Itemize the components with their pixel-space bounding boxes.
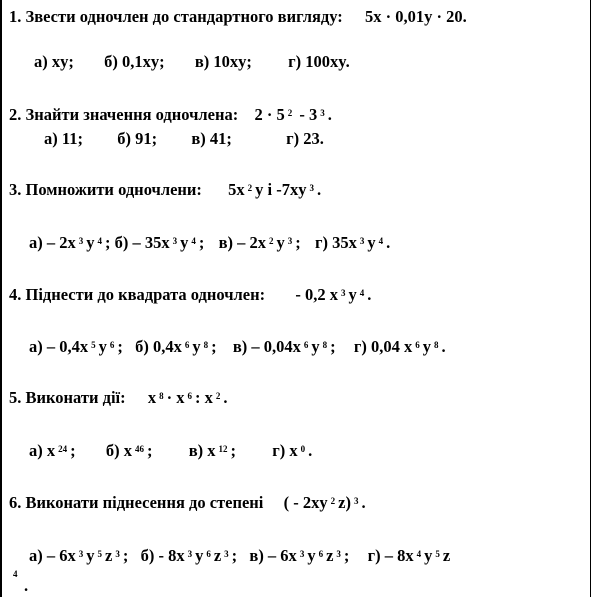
exponent: 3: [309, 183, 315, 193]
exponent: 3: [353, 496, 359, 506]
task-number: 1.: [9, 7, 22, 26]
task-2-options: [44, 129, 324, 149]
task-6-option-d-end: .: [24, 576, 29, 595]
option-a: а) 11;: [44, 129, 83, 148]
option-a: а) – 2x $^3$ y $^4$ ;: [29, 233, 111, 252]
task-1-question: [9, 7, 467, 27]
task-expression: 5x · 0,01y · 20.: [365, 7, 467, 26]
task-6-option-d-wrap: [13, 566, 21, 588]
expr-end: .: [223, 388, 228, 407]
option-c: в) – 6x $^3$ y $^6$ z $^3$ ;: [249, 546, 350, 565]
exponent: 4: [359, 288, 365, 298]
option-b: б) 0,1xy;: [104, 52, 165, 71]
option-d: г) 23.: [286, 129, 324, 148]
option-b: б) - 8x $^3$ y $^6$ z $^3$ ;: [140, 546, 238, 565]
task-2-question: [9, 105, 332, 127]
expr-end: .: [361, 493, 366, 512]
option-d: г) x $^0$ .: [272, 441, 313, 460]
option-b: б) x $^{46}$ ;: [105, 441, 153, 460]
task-3-question: [9, 180, 321, 202]
option-a: а) xy;: [34, 52, 74, 71]
option-b: б) – 35x $^3$ y $^4$ ;: [114, 233, 205, 252]
task-number: 5.: [9, 388, 22, 407]
expr-part: ( - 2xy: [283, 493, 328, 512]
exponent: 6: [187, 391, 193, 401]
task-text: Піднести до квадрата одночлен:: [25, 285, 266, 304]
task-number: 4.: [9, 285, 22, 304]
exponent: 4: [13, 569, 18, 579]
option-d: г) 0,04 x $^6$ y $^8$ .: [353, 337, 446, 356]
expr-part: y: [348, 285, 357, 304]
option-c: в) – 2x $^2$ y $^3$ ;: [218, 233, 301, 252]
option-a: а) – 0,4x $^5$ y $^6$ ;: [29, 337, 123, 356]
option-b: б) 0,4x $^6$ y $^8$ ;: [135, 337, 217, 356]
expr-end: .: [327, 105, 332, 124]
expr-part: - 3: [299, 105, 318, 124]
task-text: Помножити одночлени:: [25, 180, 202, 199]
task-number: 2.: [9, 105, 22, 124]
option-c: в) x $^{12}$ ;: [188, 441, 237, 460]
task-number: 3.: [9, 180, 22, 199]
task-4-question: [9, 285, 371, 307]
option-b: б) 91;: [117, 129, 158, 148]
expr-part: x: [147, 388, 157, 407]
expr-part: y і -7xy: [255, 180, 307, 199]
task-5-options: [29, 441, 312, 463]
option-a: а) – 6x $^3$ y $^5$ z $^3$ ;: [29, 546, 129, 565]
exponent: 8: [159, 391, 164, 401]
task-1-options: [34, 52, 350, 72]
expr-end: .: [317, 180, 322, 199]
exponent: 2: [330, 496, 336, 506]
exponent: 3: [320, 108, 325, 118]
option-c: в) 10xy;: [194, 52, 252, 71]
task-6-options: [29, 546, 450, 568]
expr-end: .: [367, 285, 372, 304]
option-a: а) x $^{24}$ ;: [29, 441, 76, 460]
task-5-question: [9, 388, 228, 410]
expr-part: 2 · 5: [254, 105, 285, 124]
expr-part: z): [338, 493, 351, 512]
task-3-options: [29, 233, 390, 255]
option-c: в) – 0,04x $^6$ y $^8$ ;: [232, 337, 336, 356]
expr-part: : x: [195, 388, 213, 407]
option-d: г) – 8x $^4$ y $^5$ z: [367, 546, 451, 565]
option-d: г) 35x $^3$ y $^4$ .: [315, 233, 391, 252]
task-text: Виконати дії:: [25, 388, 126, 407]
task-6-question: [9, 493, 366, 515]
task-4-options: [29, 337, 446, 359]
option-c: в) 41;: [191, 129, 232, 148]
task-text: Виконати піднесення до степені: [25, 493, 264, 512]
expr-part: 5x: [228, 180, 245, 199]
task-text: Знайти значення одночлена:: [25, 105, 239, 124]
left-border: [0, 0, 2, 597]
expr-part: · x: [166, 388, 185, 407]
exponent: 2: [287, 108, 293, 118]
expr-part: - 0,2 x: [295, 285, 338, 304]
task-number: 6.: [9, 493, 22, 512]
exponent: 3: [341, 288, 346, 298]
right-border: [590, 0, 591, 597]
option-d: г) 100xy.: [288, 52, 350, 71]
exponent: 2: [247, 183, 253, 193]
exponent: 2: [215, 391, 221, 401]
task-text: Звести одночлен до стандартного вигляду:: [25, 7, 343, 26]
